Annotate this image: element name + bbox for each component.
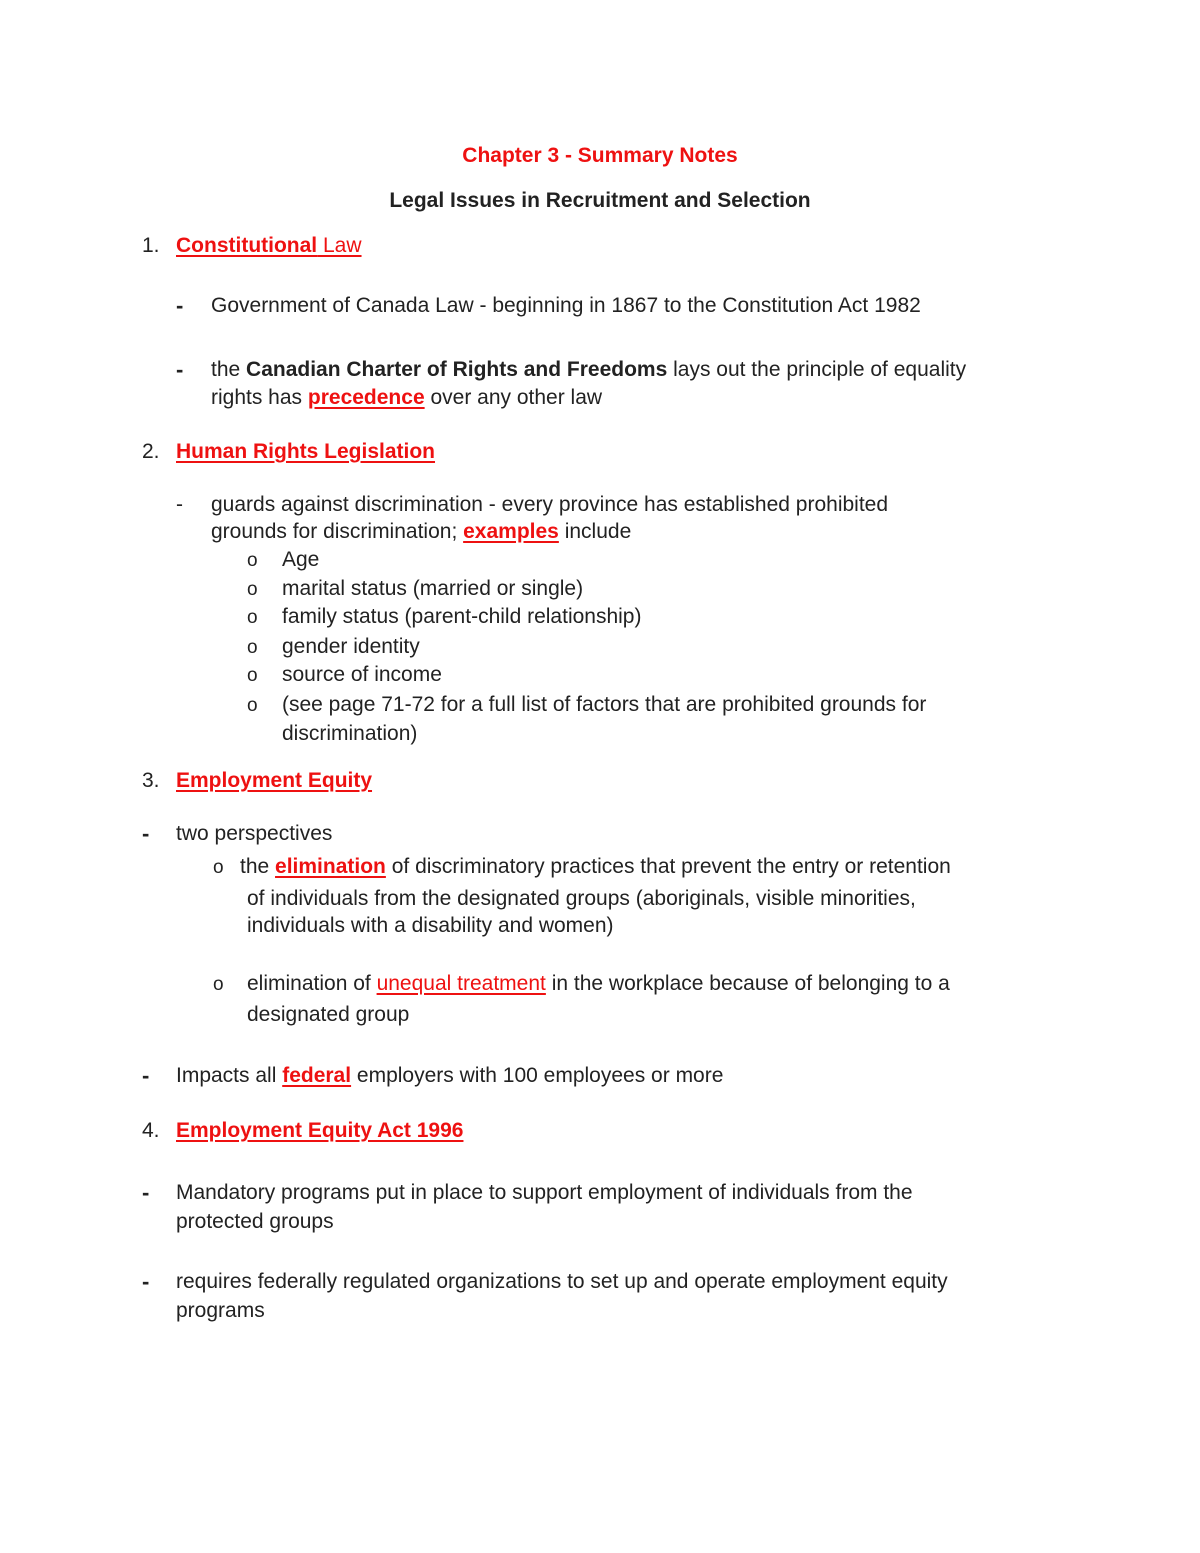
text-run: the — [240, 855, 276, 878]
perspective-1-line-1 — [240, 852, 951, 881]
dash-marker: - — [142, 821, 150, 846]
section-2-heading: Human Rights Legislation — [176, 440, 436, 463]
elimination-term: elimination — [275, 855, 386, 878]
dash-marker: - — [142, 1063, 150, 1088]
text-run: Impacts all — [176, 1064, 283, 1087]
dash-marker: - — [176, 357, 184, 382]
ground-item: gender identity — [282, 635, 420, 658]
section-1-heading-rest: Law — [323, 234, 362, 257]
perspective-2-line-1 — [247, 969, 950, 998]
dash-marker: - — [142, 1269, 150, 1294]
text-run: of discriminatory practices that prevent the entry or retention — [385, 855, 951, 878]
bullet-marker: o — [213, 974, 224, 995]
section-2-item-1-line-2 — [211, 517, 631, 546]
perspective-1-line-2: of individuals from the designated groups (aboriginals, visible minorities, — [247, 887, 916, 910]
ground-item: source of income — [282, 663, 442, 686]
section-3-item-2 — [176, 1061, 723, 1090]
section-3-number: 3. — [142, 769, 160, 792]
perspective-1-line-3: individuals with a disability and women) — [247, 914, 614, 937]
bullet-marker: o — [247, 637, 258, 658]
bullet-marker: o — [247, 550, 258, 571]
text-run: employers with 100 employees or more — [351, 1064, 724, 1087]
section-4-heading: Employment Equity Act 1996 — [176, 1119, 464, 1142]
text-run: grounds for discrimination; — [211, 520, 464, 543]
bullet-marker: o — [247, 665, 258, 686]
section-4-item-2-line-1: requires federally regulated organizations to set up and operate employment equity — [176, 1270, 948, 1293]
ground-item: marital status (married or single) — [282, 577, 584, 600]
text-run: rights has — [211, 386, 308, 409]
section-1-number: 1. — [142, 234, 160, 257]
page-subtitle: Legal Issues in Recruitment and Selection — [389, 189, 811, 212]
section-3-item-1: two perspectives — [176, 822, 333, 845]
text-run: lays out the principle of equality — [667, 358, 967, 381]
text-run: over any other law — [424, 386, 603, 409]
bullet-marker: o — [213, 857, 224, 878]
bullet-marker: o — [247, 695, 258, 716]
ground-item: Age — [282, 548, 320, 571]
text-run: elimination of — [247, 972, 377, 995]
section-4-item-1-line-1: Mandatory programs put in place to support employment of individuals from the — [176, 1181, 913, 1204]
text-run: in the workplace because of belonging to a — [545, 972, 950, 995]
bullet-marker: o — [247, 579, 258, 600]
section-2-number: 2. — [142, 440, 160, 463]
section-2-item-1-line-1: guards against discrimination - every province has established prohibited — [211, 493, 889, 516]
section-4-item-1-line-2: protected groups — [176, 1210, 334, 1233]
dash-marker: - — [142, 1180, 150, 1205]
examples-term: examples — [463, 520, 559, 543]
section-4-item-2-line-2: programs — [176, 1299, 265, 1322]
section-1-item-1: Government of Canada Law - beginning in 1867 to the Constitution Act 1982 — [211, 294, 921, 317]
text-run: include — [558, 520, 632, 543]
section-1-heading-bold: Constitutional — [176, 234, 318, 257]
ground-item-continued: discrimination) — [282, 722, 418, 745]
section-1-heading — [176, 231, 362, 260]
ground-item: family status (parent-child relationship) — [282, 605, 642, 628]
section-1-item-2-line-1 — [211, 355, 966, 384]
federal-term: federal — [282, 1064, 352, 1087]
perspective-2-line-2: designated group — [247, 1003, 410, 1026]
small-dash-marker: - — [176, 493, 183, 516]
dash-marker: - — [176, 293, 184, 318]
section-4-number: 4. — [142, 1119, 160, 1142]
unequal-treatment-term: unequal treatment — [376, 972, 546, 995]
ground-item: (see page 71-72 for a full list of factors that are prohibited grounds for — [282, 693, 927, 716]
text-run: the — [211, 358, 247, 381]
page-title: Chapter 3 - Summary Notes — [462, 144, 738, 167]
charter-term: Canadian Charter of Rights and Freedoms — [246, 358, 668, 381]
section-3-heading: Employment Equity — [176, 769, 373, 792]
bullet-marker: o — [247, 607, 258, 628]
section-1-item-2-line-2 — [211, 383, 602, 412]
precedence-term: precedence — [307, 386, 425, 409]
